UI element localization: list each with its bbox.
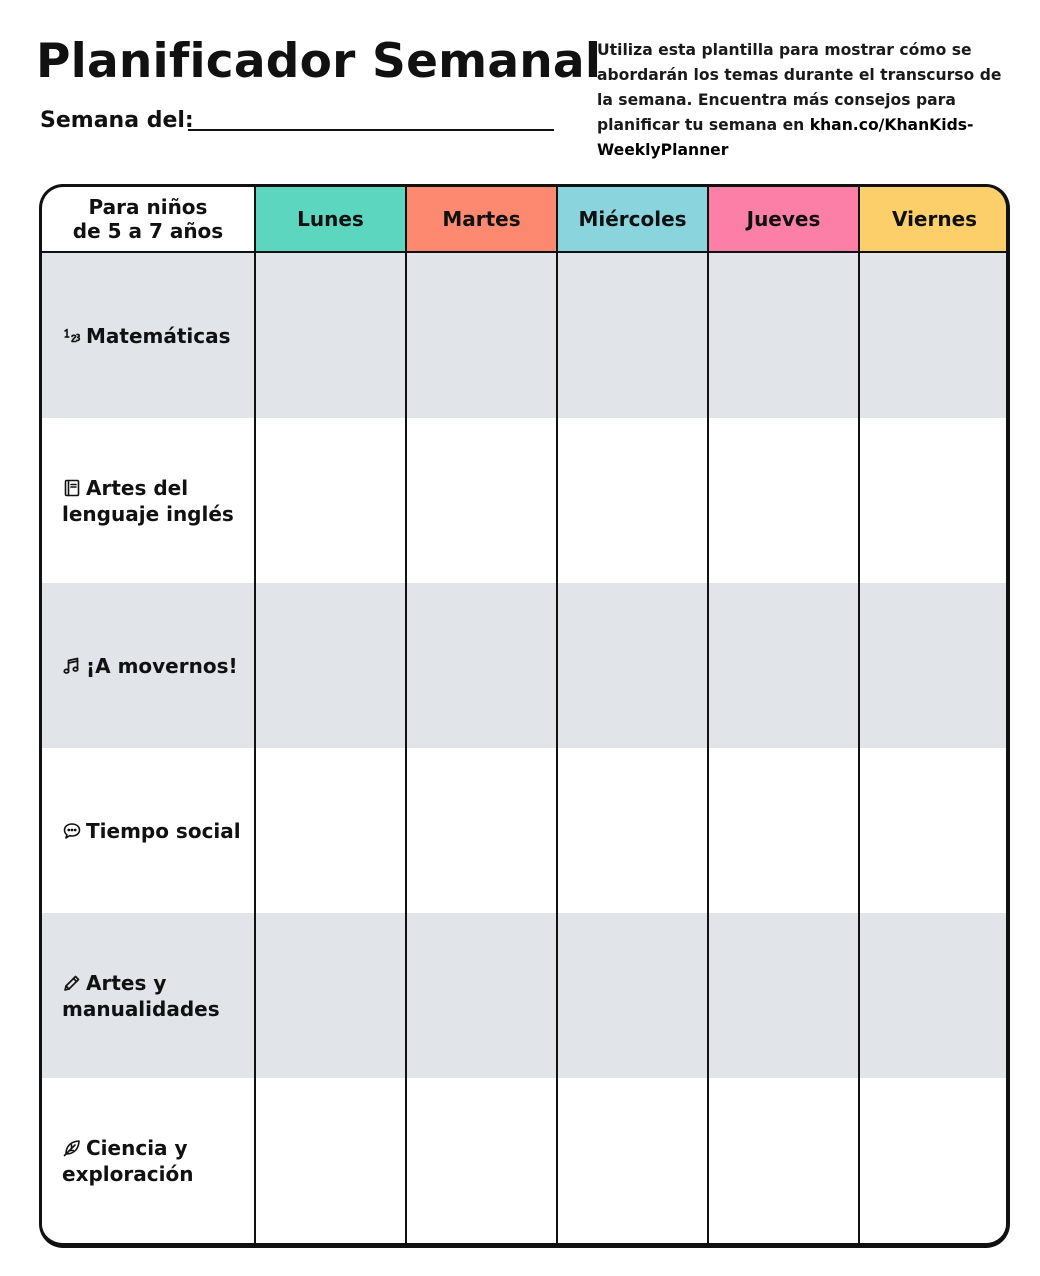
- cell-ciencia-exploracion-martes[interactable]: [405, 1078, 556, 1243]
- music-note-icon: [62, 656, 82, 676]
- subject-artes-lenguaje: [42, 418, 254, 583]
- subject-label: [62, 1135, 244, 1187]
- cell-tiempo-social-viernes[interactable]: [858, 748, 1009, 913]
- subject-artes-manualidades: [42, 913, 254, 1078]
- speech-bubble-icon: [62, 821, 82, 841]
- cell-tiempo-social-lunes[interactable]: [254, 748, 405, 913]
- subject-label: [62, 970, 244, 1022]
- subject-artes-manualidades-label: Artes y manualidades: [62, 970, 220, 1021]
- weekly-planner-table: [39, 184, 1010, 1248]
- cell-a-movernos-miercoles[interactable]: [556, 583, 707, 748]
- cell-tiempo-social-martes[interactable]: [405, 748, 556, 913]
- cell-ciencia-exploracion-miercoles[interactable]: [556, 1078, 707, 1243]
- numbers-icon: [62, 326, 82, 346]
- leaf-icon: [62, 1138, 82, 1158]
- subject-a-movernos: [42, 583, 254, 748]
- planner-grid: [42, 187, 1006, 1243]
- cell-artes-lenguaje-jueves[interactable]: [707, 418, 858, 583]
- subject-artes-lenguaje-label: Artes del lenguaje inglés: [62, 475, 234, 526]
- intro-text: [597, 38, 1022, 163]
- cell-matematicas-viernes[interactable]: [858, 253, 1009, 418]
- cell-artes-lenguaje-miercoles[interactable]: [556, 418, 707, 583]
- age-group-header: Para niños de 5 a 7 años: [42, 187, 254, 253]
- subject-ciencia-exploracion: [42, 1078, 254, 1243]
- cell-matematicas-miercoles[interactable]: [556, 253, 707, 418]
- cell-a-movernos-viernes[interactable]: [858, 583, 1009, 748]
- week-date-line: [188, 129, 554, 131]
- cell-ciencia-exploracion-jueves[interactable]: [707, 1078, 858, 1243]
- pencil-icon: [62, 973, 82, 993]
- subject-label: [62, 818, 241, 844]
- subject-matematicas: [42, 253, 254, 418]
- cell-a-movernos-martes[interactable]: [405, 583, 556, 748]
- cell-tiempo-social-jueves[interactable]: [707, 748, 858, 913]
- week-label: Semana del:: [40, 108, 194, 133]
- cell-artes-manualidades-miercoles[interactable]: [556, 913, 707, 1078]
- day-header-lunes: Lunes: [254, 187, 405, 253]
- cell-artes-manualidades-lunes[interactable]: [254, 913, 405, 1078]
- subject-label: [62, 323, 231, 349]
- subject-matematicas-label: Matemáticas: [86, 323, 231, 348]
- cell-tiempo-social-miercoles[interactable]: [556, 748, 707, 913]
- cell-artes-manualidades-jueves[interactable]: [707, 913, 858, 1078]
- day-header-martes: Martes: [405, 187, 556, 253]
- book-icon: [62, 478, 82, 498]
- intro-description: Utiliza esta plantilla para mostrar cómo se abordarán los temas durante el transcurso de la semana. Encuentra más consejos para planificar tu semana en: [597, 41, 1002, 134]
- subject-tiempo-social: [42, 748, 254, 913]
- cell-artes-lenguaje-martes[interactable]: [405, 418, 556, 583]
- cell-artes-manualidades-martes[interactable]: [405, 913, 556, 1078]
- subject-label: [62, 475, 244, 527]
- cell-matematicas-jueves[interactable]: [707, 253, 858, 418]
- day-header-jueves: Jueves: [707, 187, 858, 253]
- cell-a-movernos-lunes[interactable]: [254, 583, 405, 748]
- cell-artes-manualidades-viernes[interactable]: [858, 913, 1009, 1078]
- cell-matematicas-lunes[interactable]: [254, 253, 405, 418]
- subject-ciencia-exploracion-label: Ciencia y exploración: [62, 1135, 194, 1186]
- planner-link[interactable]: khan.co/KhanKids-WeeklyPlanner: [597, 116, 974, 159]
- cell-matematicas-martes[interactable]: [405, 253, 556, 418]
- cell-artes-lenguaje-lunes[interactable]: [254, 418, 405, 583]
- day-header-miercoles: Miércoles: [556, 187, 707, 253]
- cell-a-movernos-jueves[interactable]: [707, 583, 858, 748]
- subject-label: [62, 653, 238, 679]
- day-header-viernes: Viernes: [858, 187, 1009, 253]
- page-title: Planificador Semanal: [36, 34, 602, 89]
- cell-ciencia-exploracion-viernes[interactable]: [858, 1078, 1009, 1243]
- subject-a-movernos-label: ¡A movernos!: [86, 653, 238, 678]
- cell-ciencia-exploracion-lunes[interactable]: [254, 1078, 405, 1243]
- cell-artes-lenguaje-viernes[interactable]: [858, 418, 1009, 583]
- subject-tiempo-social-label: Tiempo social: [86, 818, 241, 843]
